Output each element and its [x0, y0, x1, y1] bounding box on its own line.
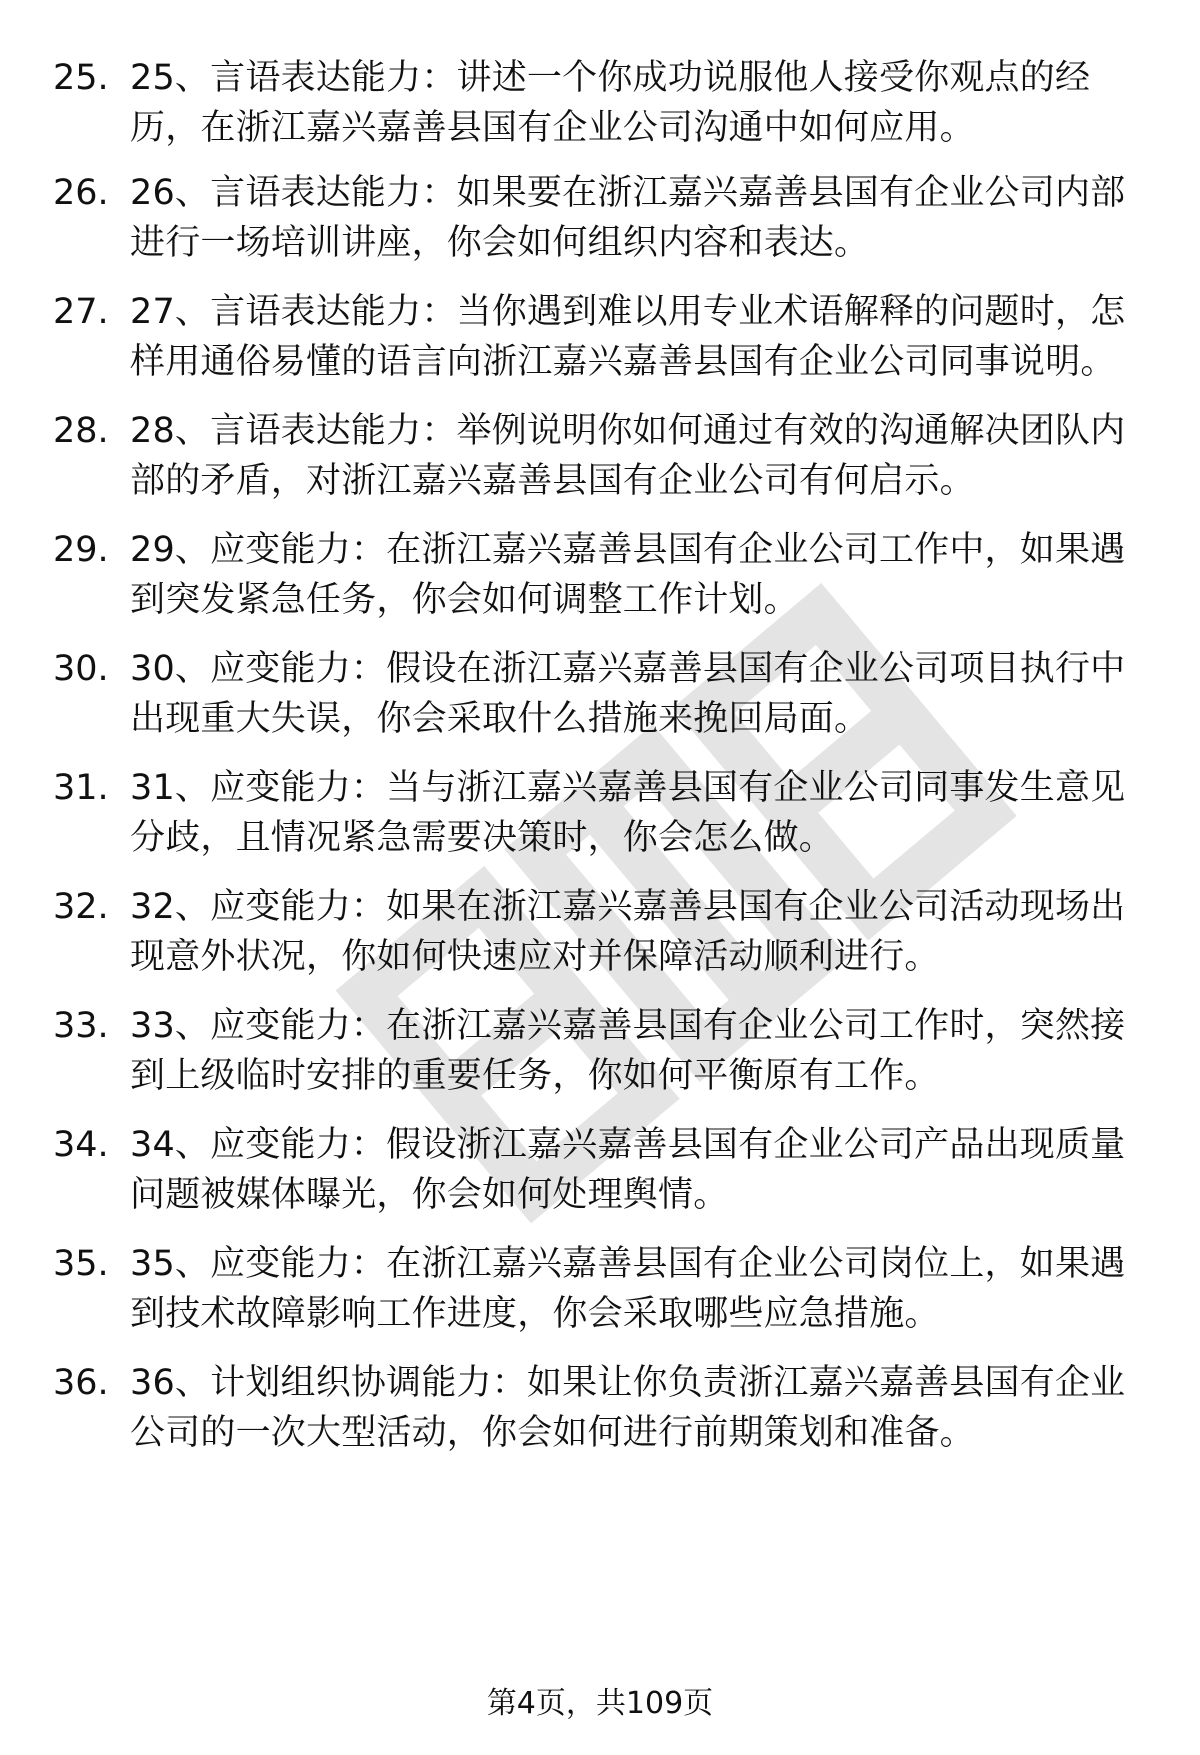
question-item: [0, 1001, 1200, 1101]
question-text-line-2: 样用通俗易懂的语言向浙江嘉兴嘉善县国有企业公司同事说明。: [130, 342, 1116, 382]
question-number: 32.: [53, 887, 109, 927]
question-item: [0, 644, 1200, 744]
question-text-line-1: 27、言语表达能力：当你遇到难以用专业术语解释的问题时，怎: [130, 292, 1126, 332]
question-text-line-1: 28、言语表达能力：举例说明你如何通过有效的沟通解决团队内: [130, 411, 1126, 451]
question-text-line-2: 到技术故障影响工作进度，你会采取哪些应急措施。: [130, 1294, 940, 1334]
question-text-line-1: 34、应变能力：假设浙江嘉兴嘉善县国有企业公司产品出现质量: [130, 1125, 1126, 1165]
question-item: [0, 1358, 1200, 1458]
question-text-line-1: 35、应变能力：在浙江嘉兴嘉善县国有企业公司岗位上，如果遇: [130, 1244, 1126, 1284]
question-text-line-1: 32、应变能力：如果在浙江嘉兴嘉善县国有企业公司活动现场出: [130, 887, 1126, 927]
question-item: [0, 168, 1200, 268]
question-text-line-1: 25、言语表达能力：讲述一个你成功说服他人接受你观点的经: [130, 58, 1091, 98]
question-text-line-2: 问题被媒体曝光，你会如何处理舆情。: [130, 1175, 729, 1215]
question-item: [0, 406, 1200, 506]
question-text-line-2: 分歧，且情况紧急需要决策时，你会怎么做。: [130, 818, 835, 858]
question-text-line-1: 26、言语表达能力：如果要在浙江嘉兴嘉善县国有企业公司内部: [130, 173, 1126, 213]
question-number: 30.: [53, 649, 109, 689]
question-text-line-1: 31、应变能力：当与浙江嘉兴嘉善县国有企业公司同事发生意见: [130, 768, 1126, 808]
question-text-line-2: 进行一场培训讲座，你会如何组织内容和表达。: [130, 223, 870, 263]
question-text-line-1: 30、应变能力：假设在浙江嘉兴嘉善县国有企业公司项目执行中: [130, 649, 1126, 689]
question-text-line-2: 现意外状况，你如何快速应对并保障活动顺利进行。: [130, 937, 940, 977]
question-text-line-1: 36、计划组织协调能力：如果让你负责浙江嘉兴嘉善县国有企业: [130, 1363, 1126, 1403]
question-item: [0, 882, 1200, 982]
question-item: [0, 1120, 1200, 1220]
question-text-line-2: 出现重大失误，你会采取什么措施来挽回局面。: [130, 699, 870, 739]
question-number: 31.: [53, 768, 109, 808]
question-item: [0, 1239, 1200, 1339]
question-item: [0, 525, 1200, 625]
question-number: 29.: [53, 530, 109, 570]
question-text-line-1: 29、应变能力：在浙江嘉兴嘉善县国有企业公司工作中，如果遇: [130, 530, 1126, 570]
page-number-footer: 第4页，共109页: [486, 1686, 714, 1721]
question-text-line-2: 部的矛盾，对浙江嘉兴嘉善县国有企业公司有何启示。: [130, 461, 975, 501]
question-number: 28.: [53, 411, 109, 451]
question-number: 25.: [53, 58, 109, 98]
question-item: [0, 53, 1200, 153]
question-text-line-2: 公司的一次大型活动，你会如何进行前期策划和准备。: [130, 1413, 975, 1453]
question-number: 34.: [53, 1125, 109, 1165]
question-text-line-2: 历，在浙江嘉兴嘉善县国有企业公司沟通中如何应用。: [130, 108, 975, 148]
question-text-line-1: 33、应变能力：在浙江嘉兴嘉善县国有企业公司工作时，突然接: [130, 1006, 1126, 1046]
question-number: 27.: [53, 292, 109, 332]
question-number: 35.: [53, 1244, 109, 1284]
question-number: 33.: [53, 1006, 109, 1046]
question-number: 36.: [53, 1363, 109, 1403]
question-text-line-2: 到突发紧急任务，你会如何调整工作计划。: [130, 580, 799, 620]
question-item: [0, 287, 1200, 387]
question-item: [0, 763, 1200, 863]
question-text-line-2: 到上级临时安排的重要任务，你如何平衡原有工作。: [130, 1056, 940, 1096]
question-number: 26.: [53, 173, 109, 213]
